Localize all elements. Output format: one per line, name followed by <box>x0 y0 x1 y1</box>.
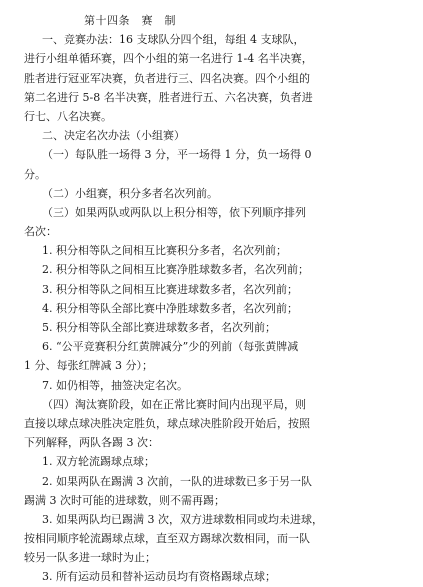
list-item-continued: 踢满 3 次时可能的进球数，则不需再踢； <box>24 493 225 507</box>
list-item: 1. 积分相等队之间相互比赛积分多者，名次列前； <box>42 244 287 258</box>
list-item-continued: 1 分、每张红牌减 3 分）； <box>24 359 153 373</box>
paragraph-line: （四）淘汰赛阶段，如在正常比赛时间内出现平局，则 <box>42 397 306 411</box>
paragraph-line: 胜者进行冠亚军决赛，负者进行三、四名决赛。四个小组的 <box>24 71 310 85</box>
list-item: 1. 双方轮流踢球点球； <box>42 455 155 469</box>
document-body <box>24 11 400 587</box>
paragraph-line: 下列解释，两队各踢 3 次： <box>24 436 159 450</box>
paragraph-line: 分。 <box>24 167 46 181</box>
list-item: 2. 如果两队在踢满 3 次前，一队的进球数已多于另一队 <box>42 474 312 488</box>
paragraph-line: （二）小组赛，积分多者名次列前。 <box>42 186 218 200</box>
list-item: 2. 积分相等队之间相互比赛净胜球数多者，名次列前； <box>42 263 309 277</box>
list-item: 7. 如仍相等，抽签决定名次。 <box>42 378 188 392</box>
paragraph-line: （一）每队胜一场得 3 分，平一场得 1 分，负一场得 0 <box>42 148 312 162</box>
paragraph-line: 直接以球点球决胜决定胜负，球点球决胜阶段开始后，按照 <box>24 416 310 430</box>
list-item-continued: 较另一队多进一球时为止； <box>24 551 156 565</box>
list-item: 3. 积分相等队之间相互比赛进球数多者，名次列前； <box>42 282 298 296</box>
paragraph-line: 行七、八名决赛。 <box>24 109 112 123</box>
list-item: 3. 如果两队均已踢满 3 次，双方进球数相同或均未进球， <box>42 512 323 526</box>
list-item: 3. 所有运动员和替补运动员均有资格踢球点球； <box>42 570 276 584</box>
paragraph-line: 进行小组单循环赛，四个小组的第一名进行 1-4 名半决赛， <box>24 52 313 66</box>
paragraph-line: 一、竞赛办法：16 支球队分四个组，每组 4 支球队， <box>42 33 305 47</box>
list-item: 4. 积分相等队全部比赛中净胜球数多者，名次列前； <box>42 301 298 315</box>
paragraph-line: 第二名进行 5-8 名半决赛，胜者进行五、六名决赛，负者进 <box>24 90 313 104</box>
paragraph-line: （三）如果两队或两队以上积分相等，依下列顺序排列 <box>42 205 306 219</box>
list-item: 5. 积分相等队全部比赛进球数多者，名次列前； <box>42 321 276 334</box>
article-title: 第十四条 赛 制 <box>84 14 176 27</box>
list-item-continued: 按相同顺序轮流踢球点球，直至双方踢球次数相同，而一队 <box>24 532 310 546</box>
paragraph-line: 名次： <box>24 225 57 239</box>
section-heading: 二、决定名次办法（小组赛） <box>42 129 185 143</box>
list-item: 6. “公平竞赛积分红黄牌减分”少的列前（每张黄牌减 <box>42 340 299 354</box>
